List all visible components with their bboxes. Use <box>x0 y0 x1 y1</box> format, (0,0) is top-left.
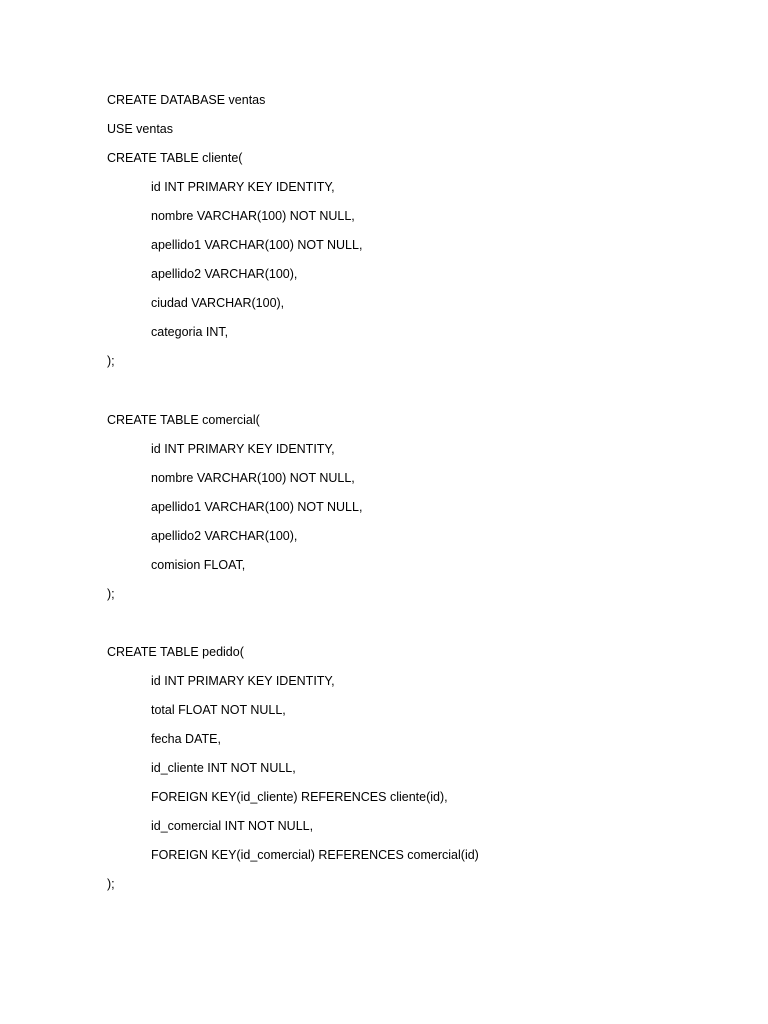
code-line: apellido2 VARCHAR(100), <box>151 267 298 282</box>
code-line: ciudad VARCHAR(100), <box>151 296 285 311</box>
code-line: ); <box>107 354 115 369</box>
code-line: CREATE TABLE pedido( <box>107 644 244 659</box>
code-line: id INT PRIMARY KEY IDENTITY, <box>151 441 335 456</box>
code-line: ); <box>107 877 115 892</box>
code-line: id INT PRIMARY KEY IDENTITY, <box>151 673 335 688</box>
code-line: id_cliente INT NOT NULL, <box>151 761 296 776</box>
code-line: id_comercial INT NOT NULL, <box>151 819 314 834</box>
code-line: apellido1 VARCHAR(100) NOT NULL, <box>151 499 363 514</box>
code-line: FOREIGN KEY(id_comercial) REFERENCES comercial(id) <box>151 848 479 863</box>
sql-script <box>107 90 479 903</box>
code-line: nombre VARCHAR(100) NOT NULL, <box>151 209 355 224</box>
code-line: apellido2 VARCHAR(100), <box>151 528 298 543</box>
blank-line <box>107 613 479 642</box>
code-line: id INT PRIMARY KEY IDENTITY, <box>151 180 335 195</box>
code-line: categoria INT, <box>151 325 229 340</box>
code-line: CREATE DATABASE ventas <box>107 93 266 107</box>
code-line: USE ventas <box>107 122 174 137</box>
code-line: total FLOAT NOT NULL, <box>151 702 286 717</box>
code-line: ); <box>107 586 115 601</box>
code-line: nombre VARCHAR(100) NOT NULL, <box>151 470 355 485</box>
code-line: CREATE TABLE comercial( <box>107 412 260 427</box>
code-line: CREATE TABLE cliente( <box>107 151 243 166</box>
code-line: apellido1 VARCHAR(100) NOT NULL, <box>151 238 363 253</box>
code-line: FOREIGN KEY(id_cliente) REFERENCES cliente(id), <box>151 790 448 805</box>
blank-line <box>107 380 479 409</box>
code-line: comision FLOAT, <box>151 557 246 572</box>
code-line: fecha DATE, <box>151 732 221 747</box>
